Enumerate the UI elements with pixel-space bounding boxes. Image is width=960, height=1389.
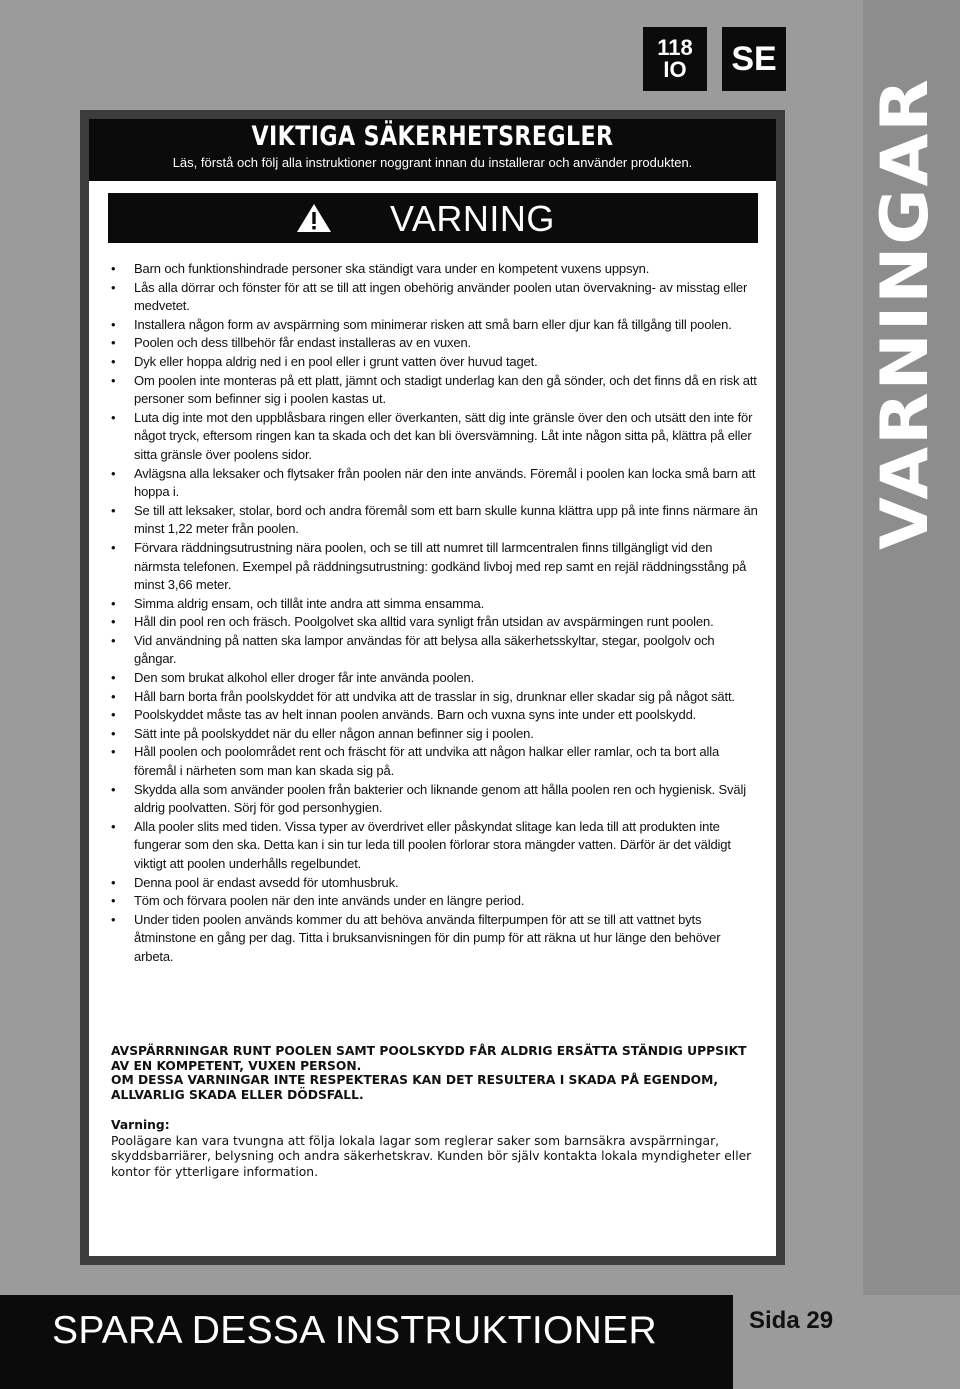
model-line-1: 118	[657, 35, 693, 60]
safety-panel	[89, 119, 776, 1256]
warning-banner	[108, 193, 758, 243]
notice-line-2: OM DESSA VARNINGAR INTE RESPEKTERAS KAN DET RESULTERA I SKADA PÅ EGENDOM, ALLVARLIG SKADA ELLER DÖDSFALL.	[111, 1073, 719, 1102]
safety-rule-item: • Dyk eller hoppa aldrig ned i en pool eller i grunt vatten över huvud taget.	[108, 353, 758, 372]
safety-rule-item: • Se till att leksaker, stolar, bord och andra föremål som ett barn skulle kunna klättra upp på inte finns närmare än minst 1,22 meter från poolen.	[108, 502, 758, 539]
safety-rule-item: • Denna pool är endast avsedd för utomhusbruk.	[108, 874, 758, 893]
side-label: VARNINGAR	[868, 77, 944, 550]
safety-rule-item: • Barn och funktionshindrade personer ska ständigt vara under en kompetent vuxens uppsyn.	[108, 260, 758, 279]
title-bar	[89, 119, 776, 181]
safety-rule-item: • Töm och förvara poolen när den inte används under en längre period.	[108, 892, 758, 911]
safety-rule-item: • Luta dig inte mot den uppblåsbara ringen eller överkanten, sätt dig inte gränsle över den och utsätt den inte för något tryck, eftersom ringen kan ta skada och det kan bli översvämning. Låt inte någon sitta på, klättra på eller sitta gränsle över poolens sidor.	[108, 409, 758, 465]
model-badge	[643, 27, 707, 91]
safety-rule-item: • Simma aldrig ensam, och tillåt inte andra att simma ensamma.	[108, 595, 758, 614]
warning-note-title: Varning:	[111, 1118, 170, 1132]
safety-rule-item: • Lås alla dörrar och fönster för att se till att ingen obehörig använder poolen utan övervakning- av misstag eller medvetet.	[108, 279, 758, 316]
safety-rule-item: • Den som brukat alkohol eller droger får inte använda poolen.	[108, 669, 758, 688]
safety-rule-item: • Skydda alla som använder poolen från bakterier och liknande genom att hålla poolen ren och hygienisk. Svälj aldrig poolvatten. Sörj för god personhygien.	[108, 781, 758, 818]
safety-rule-item: • Vid användning på natten ska lampor användas för att belysa alla säkerhetsskyltar, stegar, poolgolv och gångar.	[108, 632, 758, 669]
safety-rule-item: • Förvara räddningsutrustning nära poolen, och se till att numret till larmcentralen finns tillgängligt vid den närmsta telefonen. Exempel på räddningsutrustning: godkänd livboj med rep samt en rejäl räddningsstång på minst 3,66 meter.	[108, 539, 758, 595]
safety-rule-item: • Håll barn borta från poolskyddet för att undvika att de trasslar in sig, drunknar eller skadar sig på något sätt.	[108, 688, 758, 707]
safety-rule-item: • Poolskyddet måste tas av helt innan poolen används. Barn och vuxna syns inte under ett poolskydd.	[108, 706, 758, 725]
footer-title: SPARA DESSA INSTRUKTIONER	[52, 1309, 657, 1352]
safety-rule-item: • Under tiden poolen används kommer du att behöva använda filterpumpen för att se till att vattnet byts åtminstone en gång per dag. Titta i bruksanvisningen för din pump för att räkna ut hur länge den behöver arbeta.	[108, 911, 758, 967]
footer-bar	[0, 1295, 733, 1389]
safety-rule-item: • Om poolen inte monteras på ett platt, jämnt och stadigt underlag kan den gå sönder, och det finns då en risk att personer som befinner sig i poolen kastas ut.	[108, 372, 758, 409]
page-title: VIKTIGA SÄKERHETSREGLER	[251, 121, 614, 152]
page-number-box	[733, 1295, 960, 1389]
safety-rule-item: • Håll poolen och poolområdet rent och fräscht för att undvika att någon halkar eller ramlar, och ta bort alla föremål i närheten som man kan skada sig på.	[108, 743, 758, 780]
notice-line-1: AVSPÄRRNINGAR RUNT POOLEN SAMT POOLSKYDD FÅR ALDRIG ERSÄTTA STÄNDIG UPPSIKT AV EN KOMPETENT, VUXEN PERSON.	[111, 1044, 747, 1073]
page-number: Sida 29	[749, 1307, 834, 1334]
warning-label: VARNING	[390, 198, 555, 239]
safety-rule-item: • Alla pooler slits med tiden. Vissa typer av överdrivet eller påskyndat slitage kan leda till att produkten inte fungerar som den ska. Detta kan i sin tur leda till poolen förlorar stora mängder vatten. Därför är det väldigt viktigt att poolen underhålls regelbundet.	[108, 818, 758, 874]
page-subtitle: Läs, förstå och följ alla instruktioner noggrant innan du installerar och använder produkten.	[172, 155, 693, 170]
bold-notice	[111, 1044, 761, 1102]
safety-rule-item: • Sätt inte på poolskyddet när du eller någon annan befinner sig i poolen.	[108, 725, 758, 744]
model-line-2: IO	[663, 57, 687, 82]
safety-rules-list	[108, 260, 758, 967]
safety-rule-item: • Avlägsna alla leksaker och flytsaker från poolen när den inte används. Föremål i poolen kan locka små barn att hoppa i.	[108, 465, 758, 502]
warning-triangle-icon	[296, 203, 332, 233]
safety-rule-item: • Installera någon form av avspärrning som minimerar risken att små barn eller djur kan få tillgång till poolen.	[108, 316, 758, 335]
safety-rule-item: • Håll din pool ren och fräsch. Poolgolvet ska alltid vara synligt från utsidan av avspärmingen runt poolen.	[108, 613, 758, 632]
safety-rule-item: • Poolen och dess tillbehör får endast installeras av en vuxen.	[108, 334, 758, 353]
warning-note-body: Poolägare kan vara tvungna att följa lokala lagar som reglerar saker som barnsäkra avspärrningar, skyddsbarriärer, belysning och andra säkerhetskrav. Kunden bör själv kontakta lokala myndigheter eller kontor för ytterligare information.	[111, 1133, 752, 1179]
language-badge: SE	[722, 27, 786, 91]
warning-note	[111, 1118, 761, 1180]
